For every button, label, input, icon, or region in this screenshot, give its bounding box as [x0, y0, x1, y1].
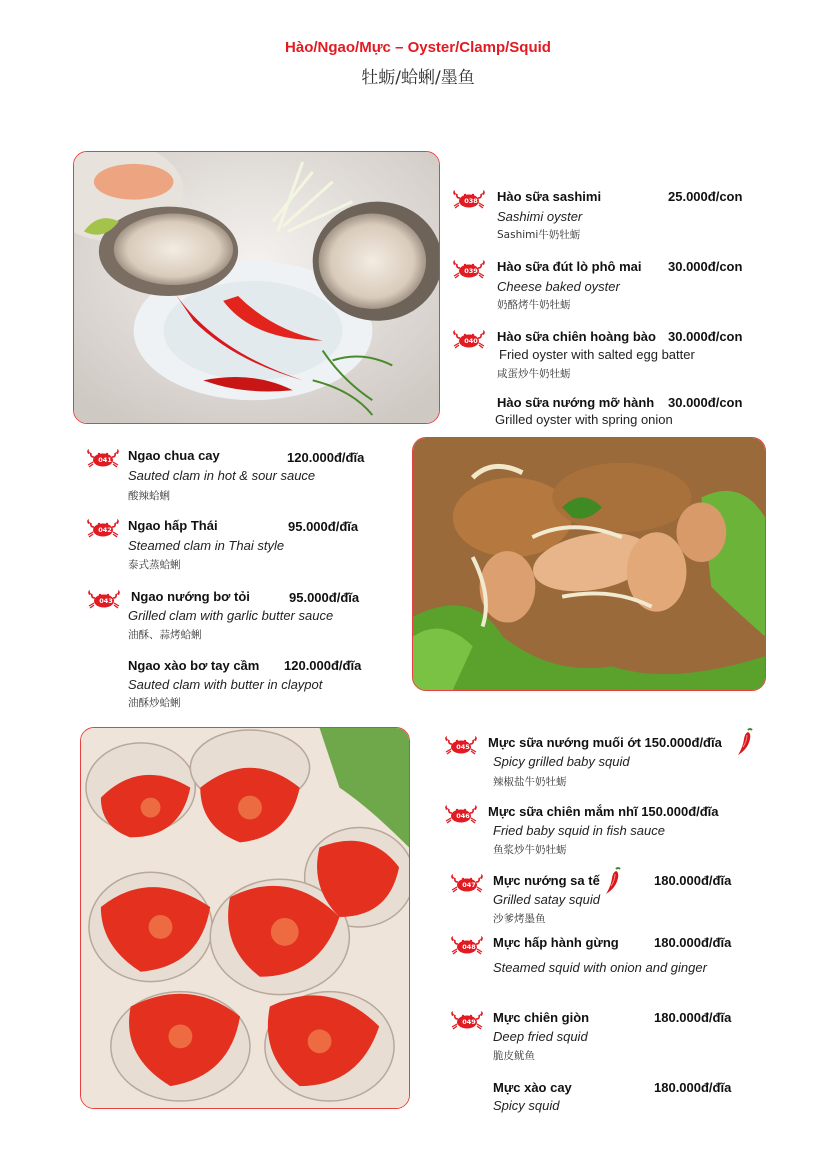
dish-chinese: Sashimi牛奶牡蛎	[497, 229, 581, 241]
chili-pepper-icon	[601, 866, 625, 896]
dish-name: Hào sữa đút lò phô mai	[497, 259, 642, 274]
crab-badge-icon: 047	[449, 873, 485, 893]
dish-name: Ngao xào bơ tay cầm	[128, 658, 260, 673]
crab-badge-icon: 043	[86, 589, 122, 609]
dish-english: Grilled satay squid	[493, 892, 600, 907]
squid-photo	[412, 437, 766, 691]
crab-badge-icon: 049	[449, 1010, 485, 1030]
dish-english: Spicy squid	[493, 1098, 560, 1113]
dish-price: 120.000đ/đĩa	[287, 450, 365, 465]
crab-badge-icon: 039	[451, 259, 487, 279]
dish-english: Steamed squid with onion and ginger	[493, 960, 707, 975]
crab-badge-icon: 046	[443, 804, 479, 824]
dish-price: 30.000đ/con	[668, 259, 743, 274]
crab-badge-icon: 048	[449, 935, 485, 955]
dish-english: Fried baby squid in fish sauce	[493, 823, 665, 838]
dish-price: 95.000đ/đĩa	[289, 590, 360, 605]
dish-price: 30.000đ/con	[668, 329, 743, 344]
dish-name: Hào sữa sashimi	[497, 189, 602, 204]
dish-english: Sashimi oyster	[497, 209, 583, 224]
dish-name-and-price: Mực sữa nướng muối ớt 150.000đ/đĩa	[488, 735, 722, 750]
dish-chinese: 酸辣蛤蜊	[128, 490, 170, 502]
chili-pepper-icon	[733, 727, 757, 757]
dish-price: 120.000đ/đĩa	[284, 658, 362, 673]
dish-english: Steamed clam in Thai style	[128, 538, 285, 553]
dish-price: 180.000đ/đĩa	[654, 873, 732, 888]
crab-badge-icon: 040	[451, 329, 487, 349]
crab-badge-icon: 042	[85, 518, 121, 538]
dish-price: 180.000đ/đĩa	[654, 1010, 732, 1025]
dish-name: Mực chiên giòn	[493, 1010, 590, 1025]
crab-badge-icon: 041	[85, 448, 121, 468]
dish-english: Spicy grilled baby squid	[493, 754, 630, 769]
crab-badge-icon: 038	[451, 189, 487, 209]
dish-price: 95.000đ/đĩa	[288, 519, 359, 534]
dish-name-and-price: Mực sữa chiên mắm nhĩ 150.000đ/đĩa	[488, 804, 719, 819]
page-subtitle-chinese: 牡蛎/蛤蜊/墨鱼	[361, 68, 475, 88]
dish-chinese: 泰式蒸蛤蜊	[128, 559, 181, 571]
dish-chinese: 咸蛋炒牛奶牡蛎	[497, 368, 571, 380]
dish-english: Grilled oyster with spring onion	[495, 412, 673, 427]
dish-name: Ngao hấp Thái	[128, 518, 218, 533]
dish-chinese: 鱼浆炒牛奶牡蛎	[493, 844, 567, 856]
dish-chinese: 辣椒盐牛奶牡蛎	[493, 776, 567, 788]
dish-name: Ngao chua cay	[128, 448, 220, 463]
crab-badge-icon: 045	[443, 735, 479, 755]
dish-price: 30.000đ/con	[668, 395, 743, 410]
dish-english: Sauted clam in hot & sour sauce	[128, 468, 316, 483]
dish-name: Hào sữa chiên hoàng bào	[497, 329, 656, 344]
dish-name: Hào sữa nướng mỡ hành	[497, 395, 655, 410]
dish-chinese: 沙爹烤墨鱼	[493, 913, 546, 925]
dish-chinese: 油酥、蒜烤蛤蜊	[128, 629, 202, 641]
dish-price: 180.000đ/đĩa	[654, 935, 732, 950]
dish-english: Deep fried squid	[493, 1029, 588, 1044]
dish-english: Grilled clam with garlic butter sauce	[128, 608, 334, 623]
dish-english: Cheese baked oyster	[497, 279, 620, 294]
dish-chinese: 脆皮鱿鱼	[493, 1050, 535, 1062]
dish-english: Fried oyster with salted egg batter	[499, 347, 695, 362]
dish-price: 180.000đ/đĩa	[654, 1080, 732, 1095]
page-title: Hào/Ngao/Mực – Oyster/Clamp/Squid	[285, 39, 551, 56]
dish-name: Mực xào cay	[493, 1080, 572, 1095]
dish-english: Sauted clam with butter in claypot	[128, 677, 323, 692]
dish-chinese: 油酥炒蛤蜊	[128, 697, 181, 709]
dish-name: Mực nướng sa tế	[493, 873, 600, 888]
oyster-photo	[73, 151, 440, 424]
dish-name: Ngao nướng bơ tỏi	[131, 589, 250, 604]
dish-price: 25.000đ/con	[668, 189, 743, 204]
dish-name: Mực hấp hành gừng	[493, 935, 619, 950]
dish-chinese: 奶酪烤牛奶牡蛎	[497, 299, 571, 311]
clam-photo	[80, 727, 410, 1109]
